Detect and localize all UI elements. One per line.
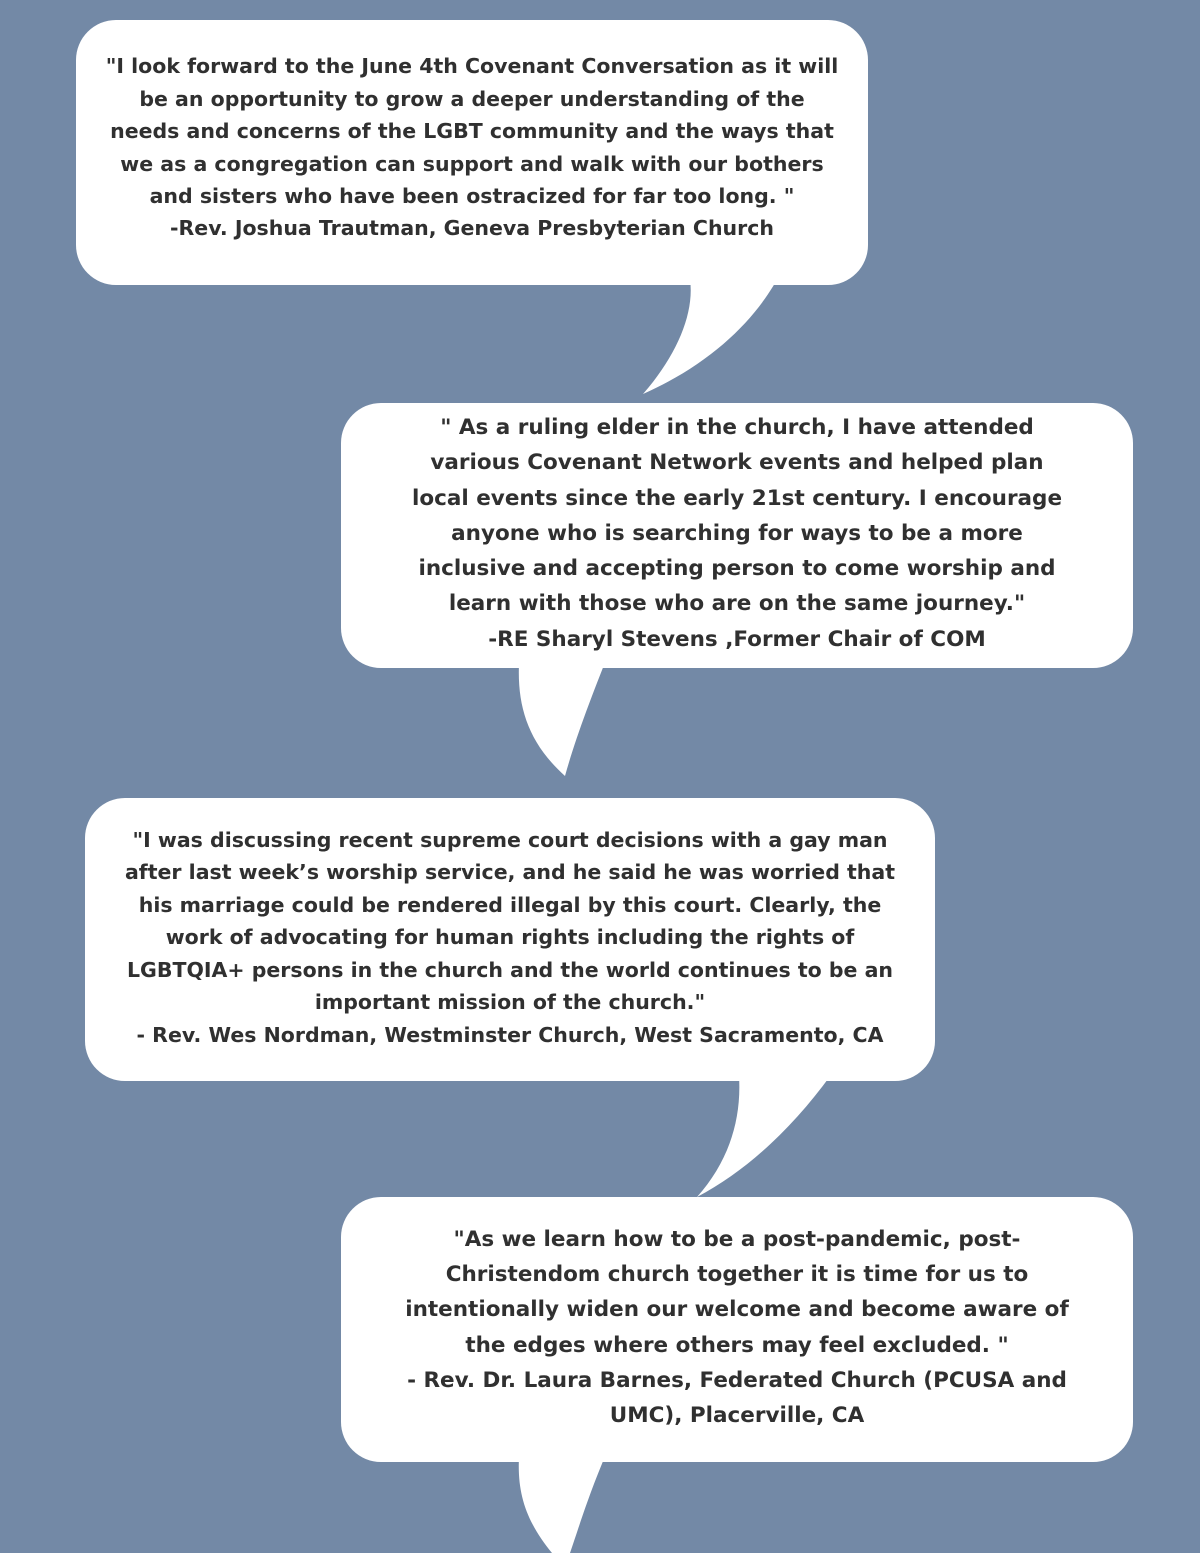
quote-text-line: " As a ruling elder in the church, I have attended — [440, 414, 1034, 440]
quote-text-line: "I was discussing recent supreme court decisions with a gay man — [132, 828, 888, 853]
quote-text-line: the edges where others may feel excluded. " — [465, 1332, 1009, 1358]
quote-text-line: various Covenant Network events and helped plan — [430, 450, 1044, 476]
quote-text-line: local events since the early 21st century. I encourage — [411, 485, 1063, 511]
quote-text-line: and sisters who have been ostracized for far too long. " — [149, 183, 795, 208]
quote-text-line: "As we learn how to be a post-pandemic, post- — [453, 1226, 1021, 1252]
quote-attribution: - Rev. Wes Nordman, Westminster Church, West Sacramento, CA — [136, 1022, 884, 1047]
quote-text-line: after last week’s worship service, and he said he was worried that — [124, 860, 896, 885]
quote-text-line: anyone who is searching for ways to be a more — [451, 520, 1023, 546]
bubble-2-tail — [519, 650, 610, 776]
quote-text-line: intentionally widen our welcome and become aware of — [405, 1297, 1069, 1323]
quote-text-line: inclusive and accepting person to come worship and — [418, 556, 1056, 582]
quote-text-line: we as a congregation can support and walk with our bothers — [120, 151, 824, 176]
quote-bubble-nordman — [85, 798, 935, 1081]
quote-text-line: LGBTQIA+ persons in the church and the world continues to be an — [126, 957, 894, 982]
quote-attribution: - Rev. Dr. Laura Barnes, Federated Church (PCUSA and — [407, 1367, 1067, 1393]
bubble-3-tail — [697, 1065, 838, 1197]
quote-attribution: -Rev. Joshua Trautman, Geneva Presbyterian Church — [170, 216, 774, 241]
quote-bubble-barnes — [341, 1197, 1133, 1462]
quote-bubble-stevens — [341, 403, 1133, 668]
quote-text-line: important mission of the church." — [314, 990, 706, 1015]
quote-attribution-continued: UMC), Placerville, CA — [609, 1403, 865, 1429]
bubble-1-tail — [643, 270, 782, 394]
quote-attribution: -RE Sharyl Stevens ,Former Chair of COM — [488, 626, 986, 652]
quote-text-line: be an opportunity to grow a deeper understanding of the — [139, 86, 805, 111]
quote-text-line: learn with those who are on the same journey." — [448, 591, 1026, 617]
quote-text-line: Christendom church together it is time for us to — [445, 1261, 1029, 1287]
quote-text-line: his marriage could be rendered illegal by this court. Clearly, the — [138, 892, 882, 917]
quote-text-line: work of advocating for human rights including the rights of — [165, 925, 855, 950]
quote-text-line: "I look forward to the June 4th Covenant Conversation as it will — [105, 54, 839, 79]
quote-text-line: needs and concerns of the LGBT community and the ways that — [110, 119, 834, 144]
quote-bubble-trautman — [76, 20, 868, 285]
